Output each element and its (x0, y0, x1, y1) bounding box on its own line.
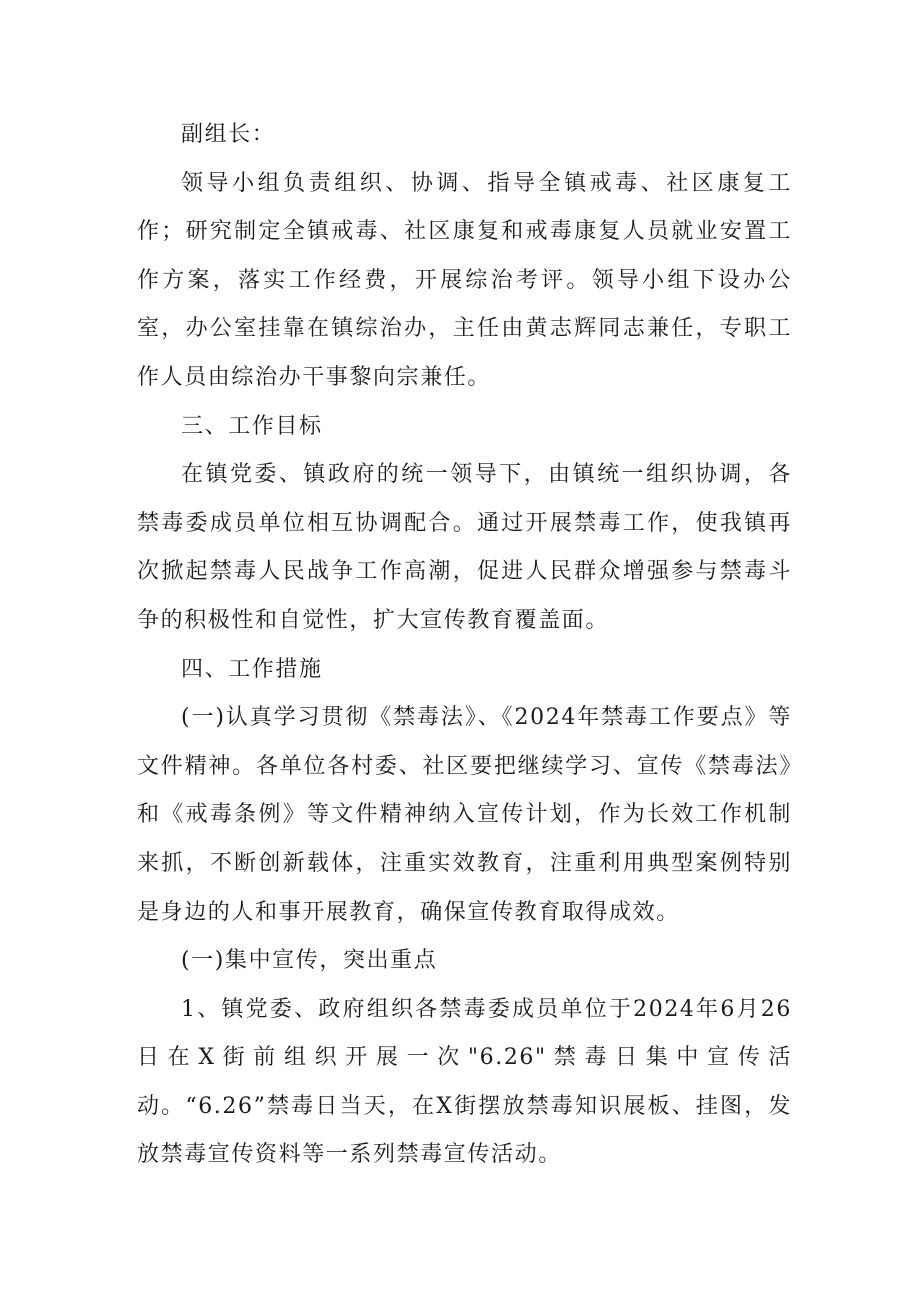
section-heading-work-goals: 三、工作目标 (181, 413, 323, 439)
paragraph-deputy-leader: 副组长： (181, 122, 276, 147)
paragraph-study-law: (一)认真学习贯彻《禁毒法》、《2024年禁毒工作要点》等文件精神。各单位各村委、社区要把继续学习、宣传《禁毒法》和《戒毒条例》等文件精神纳入宣传计划，作为长效工作机制来抓，不断创新载体，注重实效教育，注重利用典型案例特别是身边的人和事开展教育，确保宣传教育取得成效。 (137, 705, 792, 925)
subheading-focused-publicity: (一)集中宣传，突出重点 (181, 948, 438, 974)
section-heading-work-measures: 四、工作措施 (181, 656, 323, 682)
paragraph-leadership-duties: 领导小组负责组织、协调、指导全镇戒毒、社区康复工作；研究制定全镇戒毒、社区康复和戒毒康复人员就业安置工作方案，落实工作经费，开展综治考评。领导小组下设办公室，办公室挂靠在镇综治办，主任由黄志辉同志兼任，专职工作人员由综治办干事黎向宗兼任。 (137, 170, 792, 390)
paragraph-work-goals: 在镇党委、镇政府的统一领导下，由镇统一组织协调，各禁毒委成员单位相互协调配合。通过开展禁毒工作，使我镇再次掀起禁毒人民战争工作高潮，促进人民群众增强参与禁毒斗争的积极性和自觉性，扩大宣传教育覆盖面。 (137, 462, 792, 633)
paragraph-626-activity: 1、镇党委、政府组织各禁毒委成员单位于2024年6月26日在X街前组织开展一次"6.26"禁毒日集中宣传活动。“6.26”禁毒日当天，在X街摆放禁毒知识展板、挂图，发放禁毒宣传资料等一系列禁毒宣传活动。 (137, 996, 792, 1168)
